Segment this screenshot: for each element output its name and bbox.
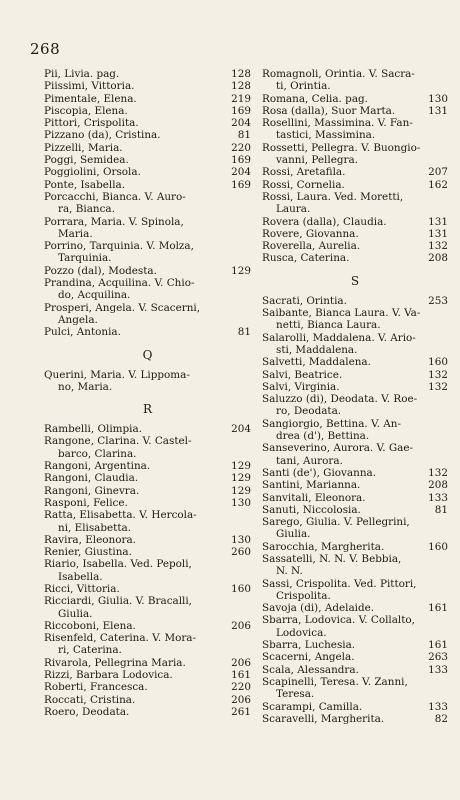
index-entry: [44, 583, 251, 595]
index-entry: [262, 356, 448, 368]
index-entry: [44, 191, 251, 216]
index-entry: [44, 265, 251, 277]
index-entry: [44, 546, 251, 558]
index-entry: [262, 191, 448, 216]
entry-page: 129: [231, 472, 251, 485]
entry-page: 128: [231, 80, 251, 93]
entry-name: Roberti, Francesca.: [44, 681, 148, 694]
entry-page: 169: [231, 178, 251, 191]
entry-name: Pizzano (da), Cristina.: [44, 129, 161, 142]
entry-name: Rossi, Cornelia.: [262, 178, 345, 191]
entry-continuation: ro, Deodata.: [276, 405, 342, 418]
entry-name: Romana, Celia. pag.: [262, 92, 368, 105]
index-entry: [44, 369, 251, 394]
entry-page: 132: [428, 380, 448, 393]
index-entry: [262, 216, 448, 228]
index-entry: [262, 68, 448, 93]
entry-name: Porcacchi, Bianca. V. Auro-: [44, 190, 186, 203]
entry-page: 219: [231, 92, 251, 105]
entry-name: Sarocchia, Margherita.: [262, 540, 385, 553]
entry-continuation: no, Maria.: [58, 380, 113, 393]
index-entry: [44, 105, 251, 117]
index-entry: [262, 117, 448, 142]
entry-name: Rangoni, Ginevra.: [44, 484, 140, 497]
entry-page: 204: [231, 117, 251, 130]
index-entry: [262, 578, 448, 603]
entry-name: Rangone, Clarina. V. Castel-: [44, 435, 192, 448]
entry-name: Roero, Deodata.: [44, 705, 130, 718]
entry-continuation: Maria.: [58, 227, 93, 240]
index-entry: [262, 504, 448, 516]
index-entry: [262, 179, 448, 191]
page-number: 268: [30, 40, 61, 58]
entry-name: Roverella, Aurelia.: [262, 240, 361, 253]
index-entry: [262, 713, 448, 725]
index-entry: [262, 166, 448, 178]
entry-page: 131: [428, 227, 448, 240]
index-entry: [44, 595, 251, 620]
entry-name: Querini, Maria. V. Lippoma-: [44, 368, 190, 381]
entry-name: Prosperi, Angela. V. Scacerni,: [44, 301, 201, 314]
index-entry: [262, 418, 448, 443]
entry-name: Rangoni, Claudia.: [44, 472, 139, 485]
entry-page: 130: [231, 496, 251, 509]
index-entry: [262, 676, 448, 701]
entry-page: 133: [428, 491, 448, 504]
index-entry: [262, 332, 448, 357]
entry-name: Scala, Alessandra.: [262, 663, 359, 676]
entry-name: Salvi, Virginia.: [262, 380, 340, 393]
index-entry: [44, 423, 251, 435]
index-entry: [44, 302, 251, 327]
entry-page: 253: [428, 294, 448, 307]
entry-name: Ravira, Eleonora.: [44, 533, 136, 546]
entry-name: Sanvitali, Eleonora.: [262, 491, 366, 504]
entry-name: Poggi, Semidea.: [44, 154, 129, 167]
index-entry: [262, 651, 448, 663]
index-entry: [44, 240, 251, 265]
entry-continuation: Giulia.: [58, 607, 93, 620]
entry-continuation: Tarquinia.: [58, 252, 112, 265]
entry-page: 160: [428, 540, 448, 553]
entry-name: Sanseverino, Aurora. V. Gae-: [262, 442, 413, 455]
entry-name: Rusca, Caterina.: [262, 252, 350, 265]
entry-continuation: barco, Clarina.: [58, 447, 137, 460]
entry-name: Rizzi, Barbara Lodovica.: [44, 669, 173, 682]
entry-name: Sarego, Giulia. V. Pellegrini,: [262, 516, 410, 529]
entry-page: 263: [428, 651, 448, 664]
entry-name: Pittori, Crispolita.: [44, 117, 139, 130]
entry-name: Pii, Livia. pag.: [44, 68, 120, 80]
entry-page: 261: [231, 705, 251, 718]
entry-name: Sangiorgio, Bettina. V. An-: [262, 417, 401, 430]
entry-continuation: ri, Caterina.: [58, 644, 122, 657]
index-entry: [262, 295, 448, 307]
index-entry: [44, 534, 251, 546]
entry-page: 204: [231, 166, 251, 179]
entry-continuation: vanni, Pellegra.: [276, 154, 358, 167]
index-entry: [44, 485, 251, 497]
index-entry: [44, 129, 251, 141]
entry-continuation: ni, Elisabetta.: [58, 521, 132, 534]
entry-page: 129: [231, 264, 251, 277]
index-entry: [262, 369, 448, 381]
entry-name: Rasponi, Felice.: [44, 496, 128, 509]
entry-name: Rovere, Giovanna.: [262, 227, 359, 240]
entry-name: Riario, Isabella. Ved. Pepoli,: [44, 558, 192, 571]
index-entry: [44, 435, 251, 460]
entry-name: Salarolli, Maddalena. V. Ario-: [262, 331, 416, 344]
entry-name: Renier, Giustina.: [44, 546, 132, 559]
index-entry: [44, 558, 251, 583]
entry-page: 160: [428, 356, 448, 369]
entry-name: Prandina, Acquilina. V. Chio-: [44, 277, 195, 290]
entry-page: 132: [428, 240, 448, 253]
section-letter: R: [142, 402, 153, 417]
index-entry: [262, 442, 448, 467]
entry-continuation: Lodovica.: [276, 626, 327, 639]
entry-page: 133: [428, 700, 448, 713]
entry-name: Scapinelli, Teresa. V. Zanni,: [262, 675, 408, 688]
index-entry: [44, 326, 251, 338]
entry-name: Sassi, Crispolita. Ved. Pittori,: [262, 577, 417, 590]
entry-continuation: tani, Aurora.: [276, 454, 343, 467]
index-entry: [262, 541, 448, 553]
index-entry: [44, 669, 251, 681]
entry-continuation: Giulia.: [276, 528, 311, 541]
entry-name: Scaravelli, Margherita.: [262, 712, 385, 725]
entry-page: 132: [428, 466, 448, 479]
index-entry: [44, 681, 251, 693]
index-entry: [44, 277, 251, 302]
entry-name: Salvetti, Maddalena.: [262, 356, 371, 369]
entry-name: Riccoboni, Elena.: [44, 619, 136, 632]
entry-page: 130: [428, 92, 448, 105]
index-column-right: [262, 68, 448, 725]
entry-name: Scarampi, Camilla.: [262, 700, 363, 713]
entry-name: Pizzelli, Maria.: [44, 141, 123, 154]
entry-continuation: N. N.: [276, 565, 303, 578]
entry-page: 208: [428, 252, 448, 265]
index-column-left: [44, 68, 251, 718]
entry-continuation: Crispolita.: [276, 589, 331, 602]
entry-name: Porrino, Tarquinia. V. Molza,: [44, 240, 194, 253]
entry-name: Ricciardi, Giulia. V. Bracalli,: [44, 595, 192, 608]
entry-continuation: netti, Bianca Laura.: [276, 319, 381, 332]
entry-continuation: Angela.: [58, 313, 98, 326]
index-entry: [262, 93, 448, 105]
index-entry: [262, 602, 448, 614]
index-entry: [44, 497, 251, 509]
index-entry: [262, 553, 448, 578]
entry-page: 133: [428, 663, 448, 676]
entry-name: Rambelli, Olimpia.: [44, 423, 142, 436]
index-entry: [44, 68, 251, 80]
index-entry: [44, 632, 251, 657]
section-letter: Q: [142, 347, 153, 362]
index-entry: [44, 706, 251, 718]
index-entry: [44, 80, 251, 92]
entry-page: 161: [428, 602, 448, 615]
entry-continuation: sti, Maddalena.: [276, 343, 358, 356]
index-entry: [262, 142, 448, 167]
index-entry: [262, 664, 448, 676]
entry-continuation: Isabella.: [58, 570, 103, 583]
index-entry: [44, 179, 251, 191]
entry-name: Piissimi, Vittoria.: [44, 80, 135, 93]
entry-page: 208: [428, 479, 448, 492]
entry-name: Sbarra, Lodovica. V. Collalto,: [262, 614, 415, 627]
entry-name: Saibante, Bianca Laura. V. Va-: [262, 307, 421, 320]
entry-name: Piscopia, Elena.: [44, 104, 128, 117]
entry-page: 220: [231, 681, 251, 694]
entry-name: Rosa (dalla), Suor Marta.: [262, 104, 396, 117]
entry-name: Savoja (di), Adelaide.: [262, 602, 375, 615]
entry-page: 131: [428, 215, 448, 228]
index-entry: [262, 701, 448, 713]
entry-page: 169: [231, 104, 251, 117]
entry-name: Rossi, Laura. Ved. Moretti,: [262, 190, 404, 203]
entry-page: 81: [434, 503, 448, 516]
entry-page: 82: [434, 712, 448, 725]
entry-name: Salvi, Beatrice.: [262, 368, 343, 381]
entry-name: Rovera (dalla), Claudia.: [262, 215, 387, 228]
entry-name: Saluzzo (di), Deodata. V. Roe-: [262, 393, 418, 406]
index-entry: [44, 166, 251, 178]
entry-page: 206: [231, 619, 251, 632]
entry-name: Rosellini, Massimina. V. Fan-: [262, 117, 413, 130]
entry-continuation: ra, Bianca.: [58, 203, 115, 216]
index-entry: [262, 252, 448, 264]
index-entry: [262, 614, 448, 639]
index-entry: [44, 657, 251, 669]
entry-name: Poggiolini, Orsola.: [44, 166, 141, 179]
entry-page: 131: [428, 104, 448, 117]
entry-name: Sacrati, Orintia.: [262, 294, 347, 307]
entry-page: 81: [237, 129, 251, 142]
entry-page: 132: [428, 368, 448, 381]
entry-page: 169: [231, 154, 251, 167]
index-entry: [44, 154, 251, 166]
entry-page: 128: [231, 68, 251, 80]
index-entry: [262, 393, 448, 418]
entry-page: 160: [231, 582, 251, 595]
index-entry: [262, 492, 448, 504]
entry-page: 161: [231, 669, 251, 682]
index-entry: [44, 694, 251, 706]
index-entry: [262, 516, 448, 541]
index-entry: [262, 639, 448, 651]
entry-name: Porrara, Maria. V. Spinola,: [44, 215, 184, 228]
entry-page: 260: [231, 546, 251, 559]
entry-name: Ponte, Isabella.: [44, 178, 126, 191]
entry-continuation: tastici, Massimina.: [276, 129, 376, 142]
index-entry: [44, 93, 251, 105]
entry-name: Romagnoli, Orintia. V. Sacra-: [262, 68, 415, 80]
entry-continuation: do, Acquilina.: [58, 289, 131, 302]
index-entry: [262, 240, 448, 252]
entry-page: 220: [231, 141, 251, 154]
entry-name: Rangoni, Argentina.: [44, 460, 151, 473]
index-entry: [262, 105, 448, 117]
entry-name: Rivarola, Pellegrina Maria.: [44, 656, 186, 669]
entry-name: Sassatelli, N. N. V. Bebbia,: [262, 552, 402, 565]
entry-name: Pimentale, Elena.: [44, 92, 137, 105]
entry-page: 161: [428, 639, 448, 652]
entry-continuation: Laura.: [276, 203, 311, 216]
section-letter: S: [350, 273, 360, 288]
entry-continuation: Teresa.: [276, 688, 315, 701]
entry-page: 206: [231, 693, 251, 706]
index-entry: [44, 509, 251, 534]
index-entry: [262, 307, 448, 332]
entry-continuation: ti, Orintia.: [276, 80, 331, 93]
index-entry: [262, 228, 448, 240]
entry-name: Pulci, Antonia.: [44, 326, 121, 339]
entry-name: Pozzo (dal), Modesta.: [44, 264, 157, 277]
entry-name: Rossi, Aretafila.: [262, 166, 346, 179]
index-entry: [44, 216, 251, 241]
entry-name: Sanuti, Niccolosia.: [262, 503, 361, 516]
entry-name: Santi (de'), Giovanna.: [262, 466, 377, 479]
index-entry: [262, 479, 448, 491]
entry-name: Rossetti, Pellegra. V. Buongio-: [262, 141, 421, 154]
entry-page: 129: [231, 484, 251, 497]
entry-name: Ricci, Vittoria.: [44, 582, 120, 595]
index-entry: [44, 472, 251, 484]
index-entry: [262, 467, 448, 479]
entry-page: 162: [428, 178, 448, 191]
entry-page: 204: [231, 423, 251, 436]
entry-name: Risenfeld, Caterina. V. Mora-: [44, 632, 197, 645]
entry-page: 207: [428, 166, 448, 179]
entry-page: 129: [231, 460, 251, 473]
entry-name: Roccati, Cristina.: [44, 693, 136, 706]
entry-continuation: drea (d'), Bettina.: [276, 430, 370, 443]
index-entry: [44, 142, 251, 154]
entry-name: Santini, Marianna.: [262, 479, 361, 492]
index-entry: [44, 117, 251, 129]
entry-page: 206: [231, 656, 251, 669]
index-entry: [44, 460, 251, 472]
index-entry: [262, 381, 448, 393]
entry-name: Scacerni, Angela.: [262, 651, 355, 664]
entry-page: 81: [237, 326, 251, 339]
entry-name: Sbarra, Luchesia.: [262, 639, 356, 652]
entry-page: 130: [231, 533, 251, 546]
index-entry: [44, 620, 251, 632]
entry-name: Ratta, Elisabetta. V. Hercola-: [44, 509, 197, 522]
